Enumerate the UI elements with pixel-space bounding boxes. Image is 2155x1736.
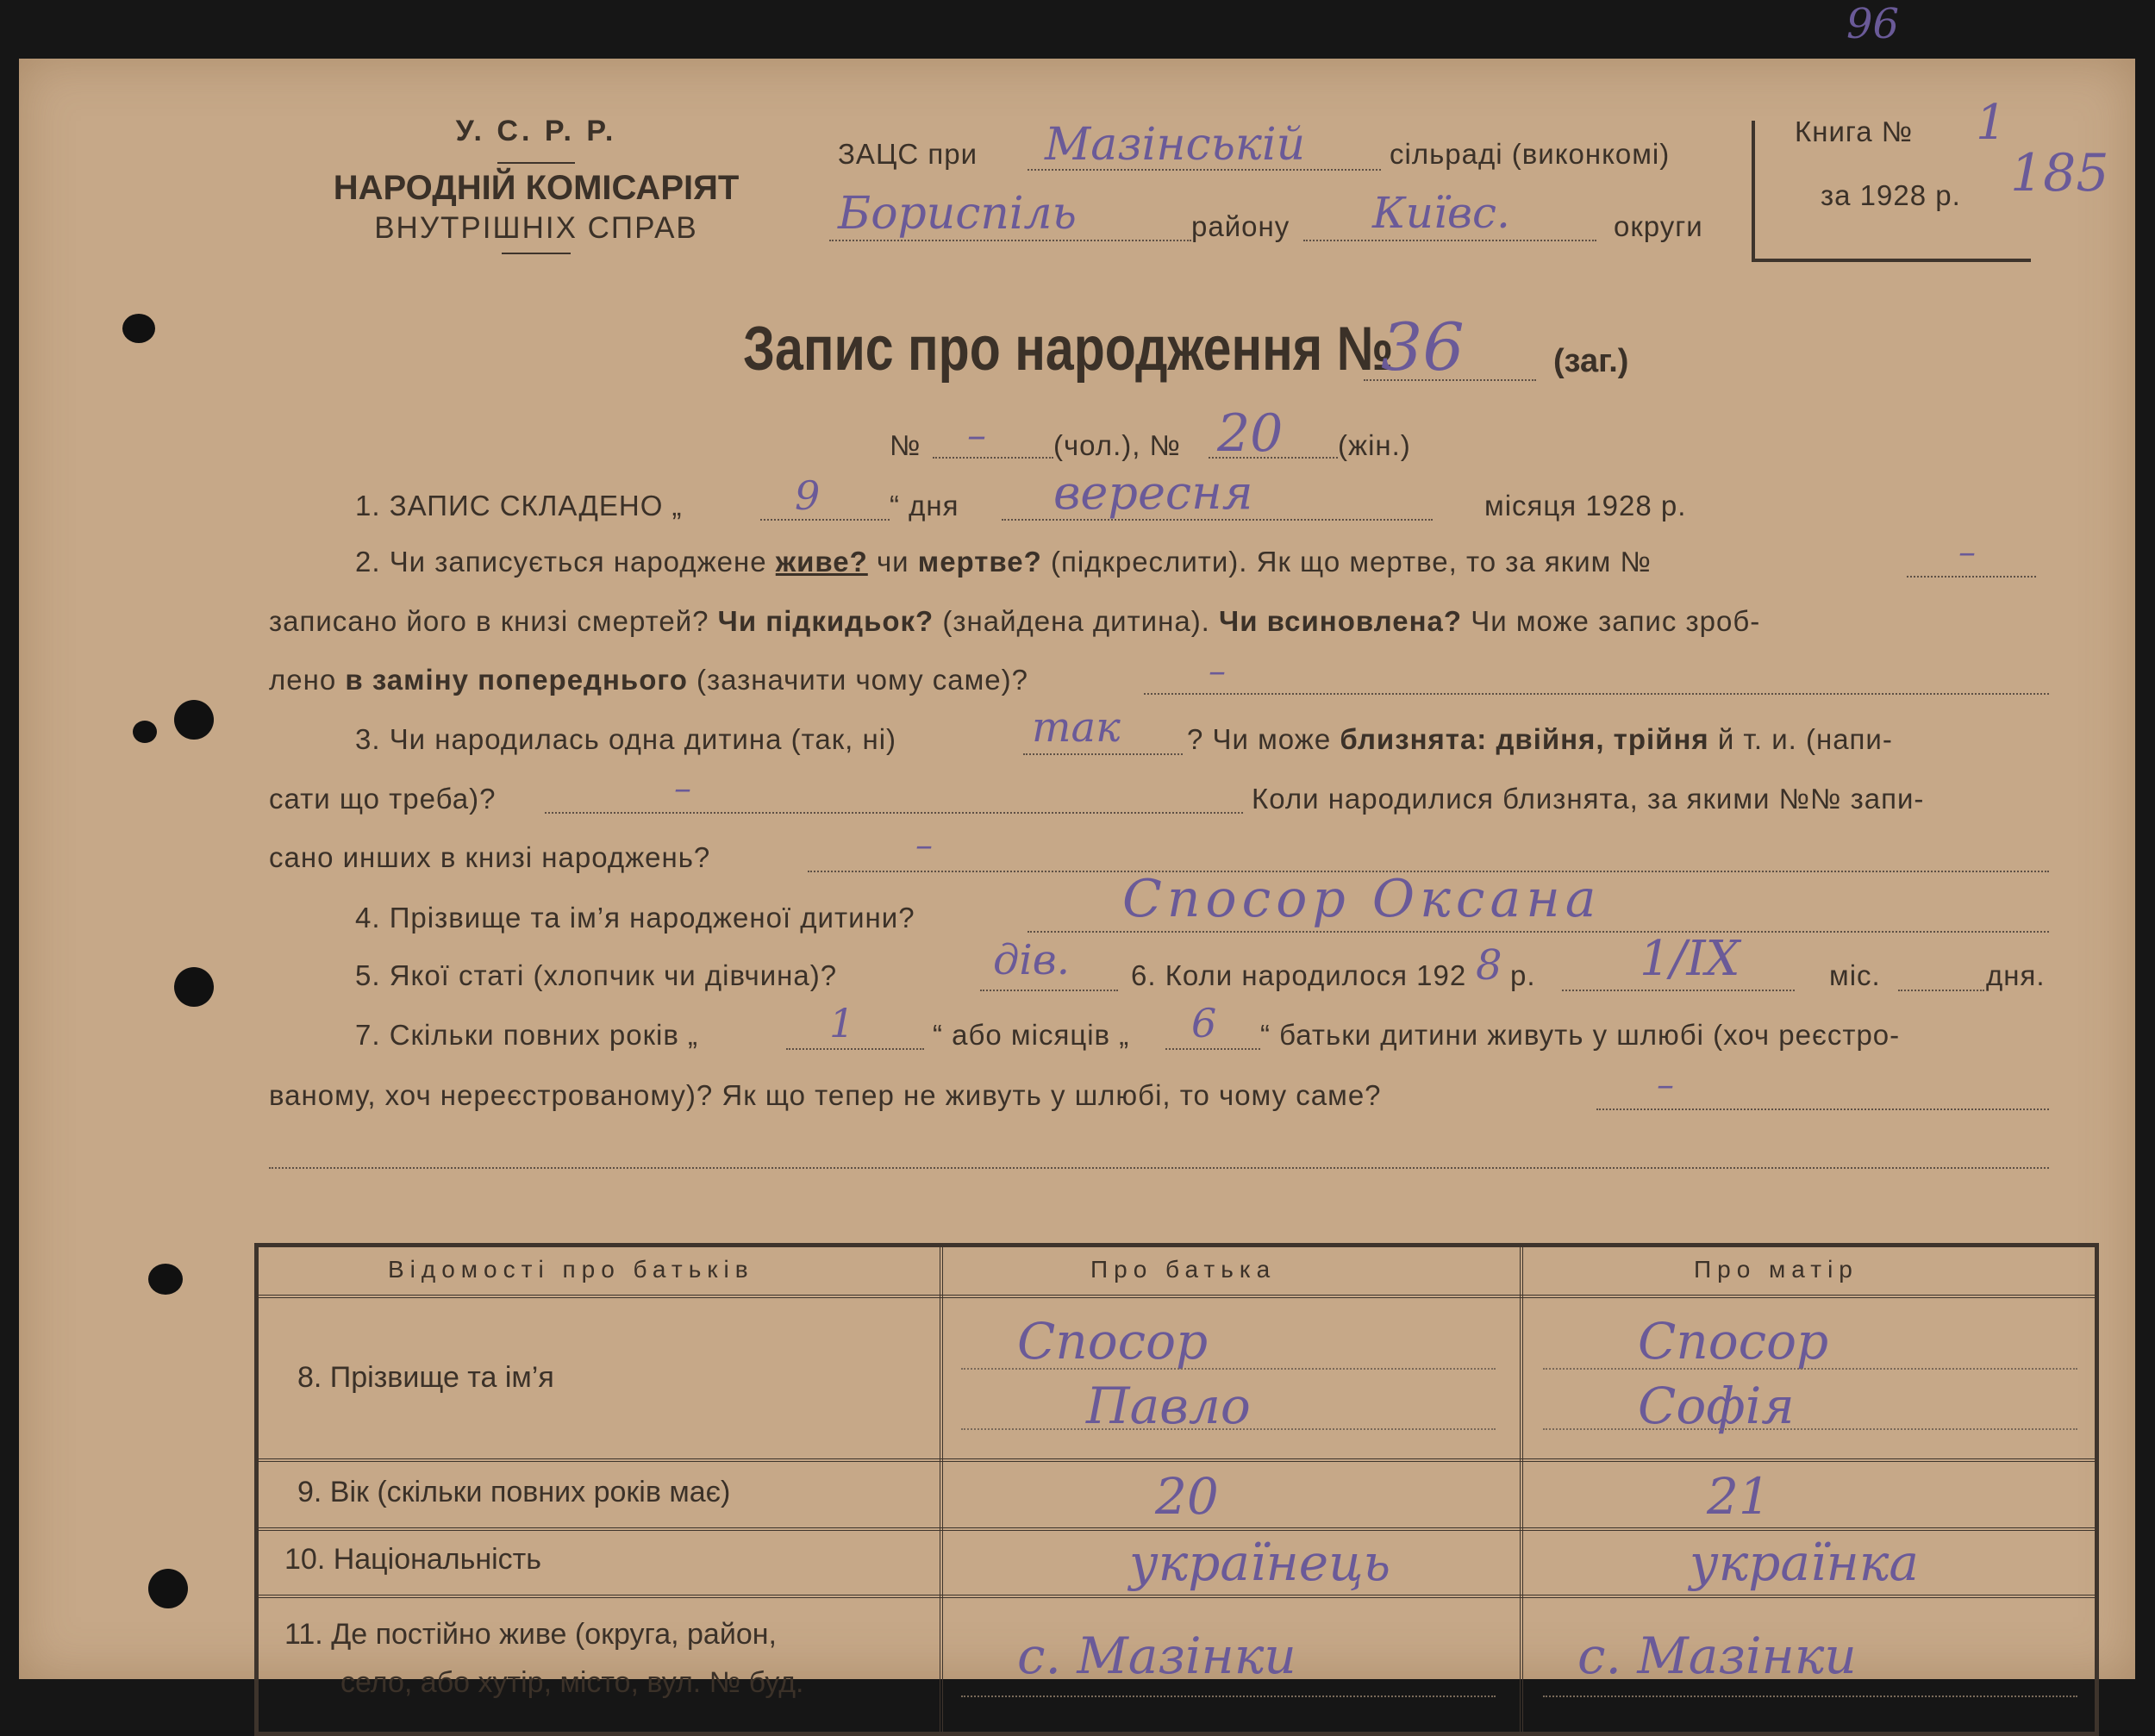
q2-line3: лено в заміну попереднього (зазначити чому саме)? [269,664,1028,696]
q6-year-suffix: р. [1510,959,1536,991]
child-name: Спосор Оксана [1122,869,1602,929]
book-extra-number: 185 [2010,143,2109,203]
mother-first-name: Софія [1638,1377,1795,1435]
q3-line2b: Коли народилися близнята, за якими №№ запи- [1252,783,1925,815]
mother-nationality: українка [1690,1533,1919,1592]
q3-single-answer: так [1032,703,1121,752]
child-sex: дів. [993,936,1070,984]
village-council-name: Мазінській [1045,119,1306,171]
q7-line2: ваному, хоч нереєстрованому)? Як що тепер не живуть у шлюбі, то чому саме? [269,1079,1382,1111]
punch-hole [133,721,157,743]
q5-label: 5. Якої статі (хлопчик чи дівчина)? [355,959,838,991]
q1-month: вересня [1053,465,1253,520]
row-label-age: 9. Вік (скільки повних років має) [297,1476,731,1508]
q3-twins-records: – [915,826,933,865]
district-label: району [1191,210,1290,242]
q2-death-number: – [1958,533,1976,572]
q7-answer: – [1657,1065,1674,1105]
row-label-residence-1: 11. Де постійно живе (округа, район, [284,1618,777,1651]
mother-surname: Спосор [1638,1312,1829,1371]
book-number: 1 [1976,95,2007,151]
q6-day-label: дня. [1986,959,2046,991]
mother-age: 21 [1707,1467,1771,1526]
q2-line1: 2. Чи записується народжене живе? чи мертве? (підкреслити). Як що мертве, то за яким № [355,546,1652,578]
father-nationality: українець [1129,1533,1391,1592]
male-number: – [967,414,986,458]
q3-line2a: сати що треба)? [269,783,497,815]
punch-hole [122,314,155,343]
q3-line3a: сано инших в книзі народжень? [269,841,711,873]
zags-label: ЗАЦС при [838,138,978,170]
father-residence: с. Мазінки [1017,1627,1296,1685]
header-ussr: У. С. Р. Р. [455,115,617,147]
archive-page-number: 96 [1846,0,1900,48]
table-header-parents: Відомості про батьків [388,1256,754,1283]
q1-day: 9 [795,472,821,519]
record-suffix: (заг.) [1553,343,1629,379]
table-header-mother: Про матір [1694,1256,1858,1283]
q3-twins-answer: – [674,769,691,809]
record-number: 36 [1381,309,1465,385]
q3-line1b: ? Чи може близнята: двійня, трійня й т. и. (напи- [1187,723,1893,755]
punch-hole [148,1264,183,1295]
row-label-residence-2: село, або хутір, місто, вул. № буд. [340,1666,804,1699]
q1-label: 1. ЗАПИС СКЛАДЕНО „ [355,490,683,521]
book-year: за 1928 р. [1821,179,1961,211]
female-number: 20 [1217,403,1284,464]
punch-hole [148,1569,188,1608]
q2-line2: записано його в книзі смертей? Чи підкидьок? (знайдена дитина). Чи всиновлена? Чи може запис зроб- [269,605,1761,637]
q6-label: 6. Коли народилося 192 [1131,959,1467,991]
q7-line1a: 7. Скільки повних років „ [355,1019,699,1051]
marriage-years: 1 [829,1000,855,1046]
q2-dead-option: мертве? [917,546,1042,578]
q1-tail: місяця 1928 р. [1484,490,1687,521]
book-label: Книга № [1795,116,1914,147]
marriage-months: 6 [1191,1000,1217,1046]
q4-label: 4. Прізвище та ім’я народженої дитини? [355,902,915,934]
council-label: сільраді (виконкомі) [1390,138,1671,170]
punch-hole [174,700,214,740]
birth-year-digit: 8 [1476,941,1502,990]
district-name: Бориспіль [838,188,1077,240]
q7-line1c: “ батьки дитини живуть у шлюбі (хоч реєстро- [1260,1019,1901,1051]
q1-day-label: “ дня [890,490,959,521]
female-label: (жін.) [1338,429,1411,461]
q6-month-label: міс. [1829,959,1881,991]
q3-line1a: 3. Чи народилась одна дитина (так, ні) [355,723,897,755]
male-label: (чол.), № [1053,429,1181,461]
issuer-header [295,115,778,254]
punch-hole [174,967,214,1007]
parents-table [254,1243,2099,1736]
birth-date: 1/IX [1640,931,1740,987]
header-commissariat: НАРОДНІЙ КОМІСАРІЯТ [333,169,740,207]
birth-record-form [19,0,2135,1699]
record-title: Запис про народження № [743,315,1394,384]
father-first-name: Павло [1086,1377,1251,1435]
row-label-nationality: 10. Національність [284,1543,541,1576]
header-internal-affairs: ВНУТРІШНІХ СПРАВ [374,211,698,245]
q7-line1b: “ або місяців „ [933,1019,1130,1051]
row-label-name: 8. Прізвище та ім’я [297,1361,554,1394]
father-age: 20 [1155,1467,1219,1526]
okrug-label: округи [1614,210,1703,242]
okrug-name: Київс. [1372,188,1510,238]
father-surname: Спосор [1017,1312,1209,1371]
q2-alive-option: живе? [775,546,868,578]
mother-residence: с. Мазінки [1577,1627,1857,1685]
male-no-label: № [890,429,921,461]
table-header-father: Про батька [1090,1256,1277,1283]
q2-replacement-answer: – [1209,652,1226,691]
